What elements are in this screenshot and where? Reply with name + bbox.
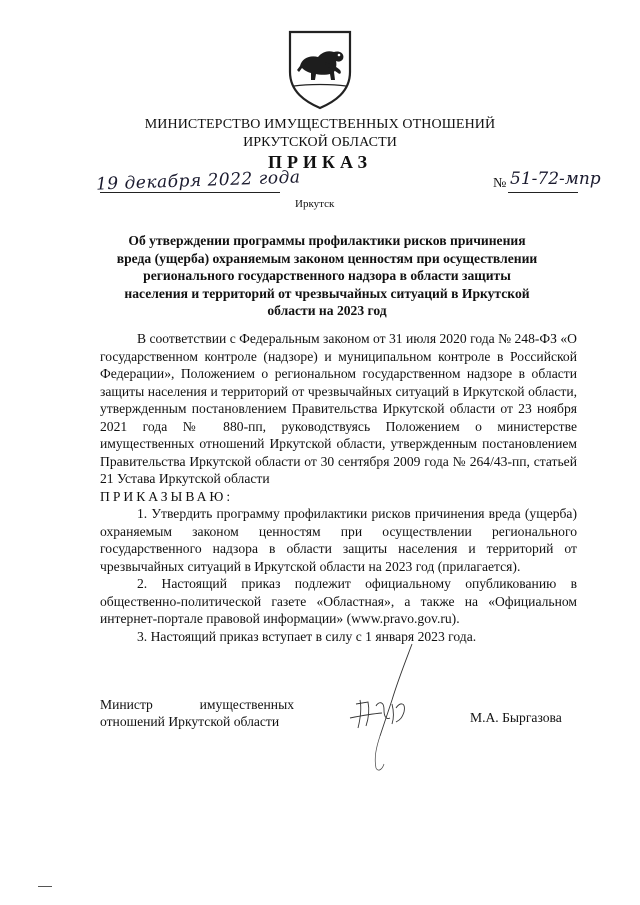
signatory-position-line2: отношений Иркутской области — [100, 714, 280, 729]
irkutsk-coat-of-arms-icon — [282, 28, 358, 110]
ministry-name-line2: ИРКУТСКОЙ ОБЛАСТИ — [243, 135, 397, 150]
scan-mark — [38, 886, 52, 887]
document-body — [100, 330, 577, 645]
handwritten-number: 51-72-мпр — [510, 169, 601, 189]
date-underline — [100, 192, 280, 193]
number-prefix: № — [493, 176, 507, 191]
signatory-position — [100, 696, 294, 730]
order-word: ПРИКАЗЫВАЮ: — [100, 488, 234, 504]
signatory-name: М.А. Быргазова — [470, 710, 562, 725]
order-item-3: 3. Настоящий приказ вступает в силу с 1 января 2023 года. — [137, 628, 477, 644]
ministry-name-line1: МИНИСТЕРСТВО ИМУЩЕСТВЕННЫХ ОТНОШЕНИЙ — [144, 117, 496, 132]
coat-of-arms — [282, 28, 358, 110]
city-label: Иркутск — [295, 198, 335, 210]
order-item-2: 2. Настоящий приказ подлежит официальному опубликованию в общественно-политической газете «Областная», а также на «Официальном интернет-портале правовой информации» (www.pravo.gov.ru). — [100, 576, 577, 626]
document-subject: Об утверждении программы профилактики рисков причинения вреда (ущерба) охраняемым законом ценностям при осуществлении регионального государственного надзора в области защиты населения и территорий от чрезвычайных ситуаций в Иркутской области на 2023 год — [116, 233, 538, 318]
handwritten-signature — [340, 640, 430, 780]
preamble-paragraph: В соответствии с Федеральным законом от 31 июля 2020 года № 248-ФЗ «О государственном контроле (надзоре) и муниципальном контроле в Российской Федерации», Положением о региональном государственном надзоре в области защиты населения и территорий от чрезвычайных ситуаций в Иркутской области, утвержденным постановлением Правительства Иркутской области от 23 ноября 2021 года № 880-пп, руководствуясь Положением о министерстве имущественных отношений Иркутской области, утвержденным постановлением Правительства Иркутской области от 30 сентября 2009 года № 264/43-пп, статьей 21 Устава Иркутской области — [100, 331, 577, 486]
signatory-position-line1: Министр имущественных — [100, 697, 294, 712]
document-title: ПРИКАЗ — [267, 152, 373, 172]
order-item-1: 1. Утвердить программу профилактики рисков причинения вреда (ущерба) охраняемым законом ценностям при осуществлении регионального государственного надзора в области защиты населения и территорий от чрезвычайных ситуаций в Иркутской области на 2023 год (прилагается). — [100, 506, 577, 574]
number-underline — [508, 192, 578, 193]
handwritten-date: 19 декабря 2022 года — [95, 167, 301, 195]
